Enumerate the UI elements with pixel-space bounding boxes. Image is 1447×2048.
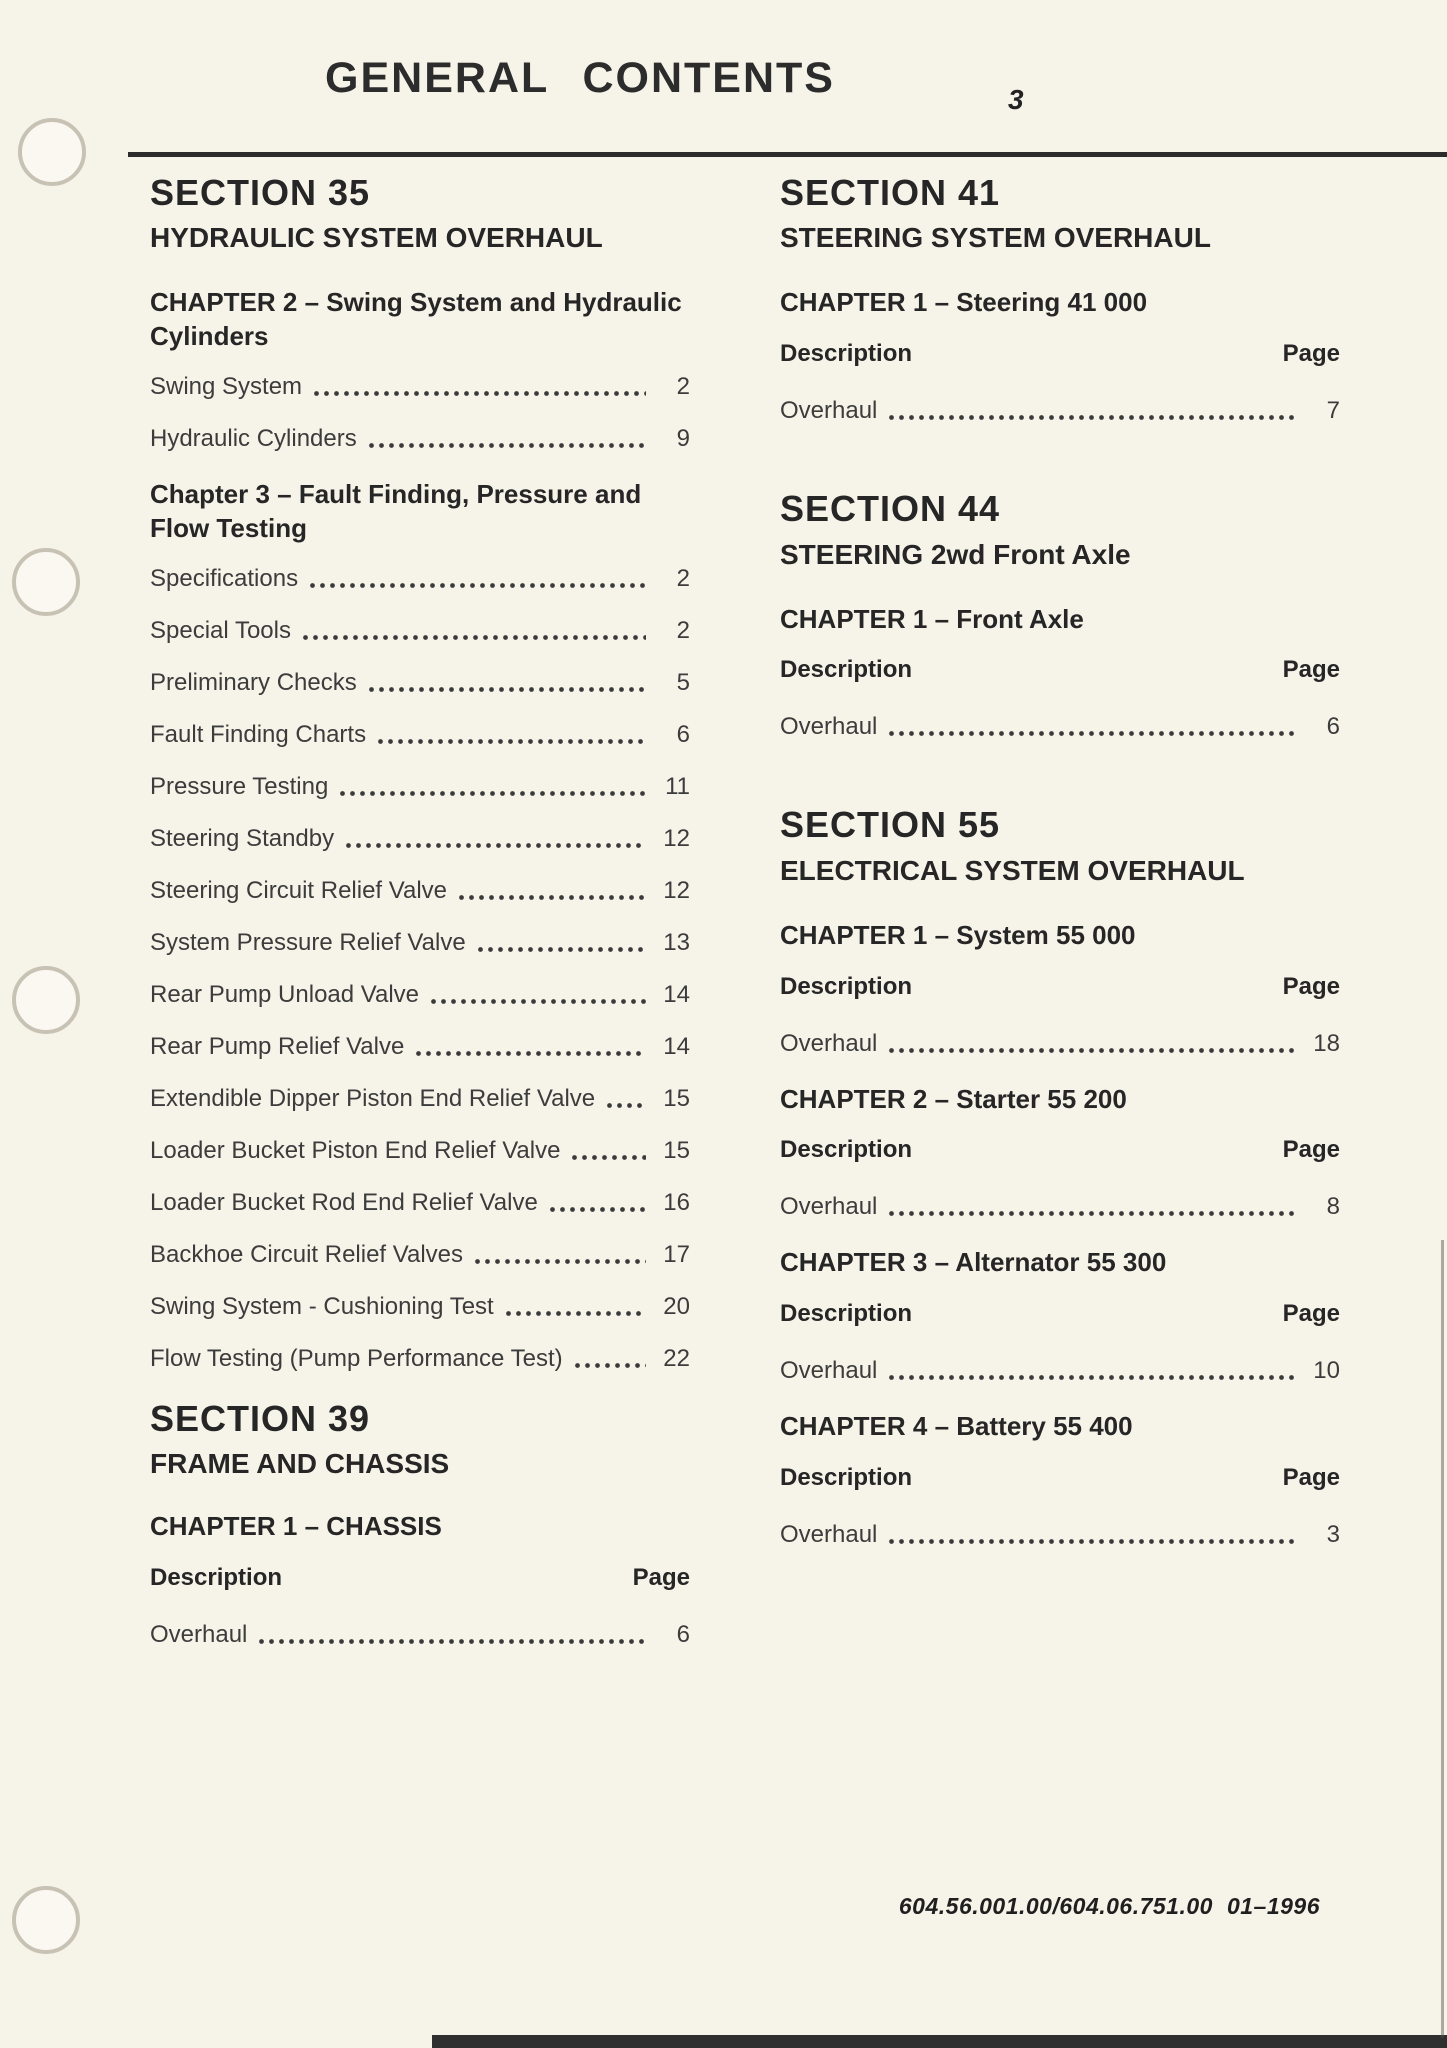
dot-leader — [369, 443, 646, 448]
column-header — [780, 340, 1340, 368]
toc-entry-label: Flow Testing (Pump Performance Test) — [150, 1344, 563, 1372]
toc-entry-label: Overhaul — [780, 397, 878, 425]
dot-leader — [459, 895, 646, 900]
description-label: Description — [780, 656, 913, 684]
toc-entry-page: 14 — [663, 1032, 690, 1060]
toc-entry-label: Steering Circuit Relief Valve — [150, 876, 448, 904]
chapter-heading: CHAPTER 1 – Steering 41 000 — [780, 287, 1148, 318]
description-label: Description — [780, 1136, 913, 1164]
chapter-heading: CHAPTER 2 – Swing System and Hydraulic Cylinders — [150, 287, 682, 352]
toc-entry — [780, 398, 1340, 424]
toc-entry-label: Backhoe Circuit Relief Valves — [150, 1240, 464, 1268]
chapter-heading: CHAPTER 3 – Alternator 55 300 — [780, 1247, 1167, 1278]
page-label: Page — [632, 1563, 690, 1591]
toc-entry-page: 3 — [1326, 1521, 1340, 1549]
dot-leader — [431, 999, 646, 1004]
toc-entry-label: Loader Bucket Piston End Relief Valve — [150, 1136, 561, 1164]
toc-entry-page: 5 — [676, 668, 690, 696]
toc-entry-label: Special Tools — [150, 616, 291, 644]
chapter-heading: CHAPTER 2 – Starter 55 200 — [780, 1083, 1127, 1114]
dot-leader — [607, 1103, 646, 1108]
toc-entry — [150, 1034, 690, 1060]
footer-reference — [899, 1893, 1320, 1920]
column-header — [780, 656, 1340, 684]
column-header — [780, 973, 1340, 1001]
footer-date: 01–1996 — [1226, 1893, 1320, 1919]
dot-leader — [550, 1207, 646, 1212]
chapter-heading: CHAPTER 1 – CHASSIS — [150, 1511, 442, 1542]
footer-code: 604.56.001.00/604.06.751.00 — [898, 1893, 1213, 1919]
description-label: Description — [150, 1563, 283, 1591]
punch-hole — [12, 548, 80, 616]
dot-leader — [889, 1539, 1296, 1544]
toc-entry-page: 15 — [663, 1136, 690, 1164]
toc-entry-page: 11 — [665, 772, 690, 800]
toc-entry — [150, 982, 690, 1008]
page-title: GENERAL CONTENTS — [325, 54, 835, 102]
page-number: 3 — [1008, 84, 1024, 115]
page-header — [0, 54, 1160, 103]
page-label: Page — [1282, 972, 1340, 1000]
toc-entry-page: 16 — [663, 1188, 690, 1216]
chapter-heading: CHAPTER 1 – System 55 000 — [780, 919, 1136, 950]
toc-entry-label: Specifications — [150, 564, 299, 592]
toc-entry-page: 17 — [663, 1240, 690, 1268]
toc-entry-page: 8 — [1326, 1193, 1340, 1221]
toc-entry — [150, 722, 690, 748]
toc-entry-page: 6 — [676, 1620, 690, 1648]
toc-entry-label: Fault Finding Charts — [150, 720, 367, 748]
toc-entry — [150, 774, 690, 800]
toc-entry-page: 2 — [676, 564, 690, 592]
description-label: Description — [780, 1464, 913, 1492]
toc-entry-label: Rear Pump Unload Valve — [150, 980, 420, 1008]
column-header — [780, 1136, 1340, 1164]
toc-entry-label: Hydraulic Cylinders — [150, 425, 357, 453]
toc-entry — [150, 1138, 690, 1164]
dot-leader — [575, 1363, 646, 1368]
toc-column-right — [780, 172, 1340, 1574]
toc-entry-label: Rear Pump Relief Valve — [150, 1032, 405, 1060]
dot-leader — [889, 415, 1296, 420]
toc-entry-page: 18 — [1313, 1029, 1340, 1057]
toc-entry-label: Pressure Testing — [150, 772, 329, 800]
section-number: SECTION 44 — [780, 488, 1001, 530]
toc-entry-label: Overhaul — [150, 1620, 248, 1648]
toc-entry-page: 13 — [663, 928, 690, 956]
toc-entry — [150, 1242, 690, 1268]
dot-leader — [889, 1048, 1296, 1053]
toc-entry-page: 15 — [663, 1084, 690, 1112]
toc-entry — [780, 1031, 1340, 1057]
section-subtitle: FRAME AND CHASSIS — [150, 1448, 450, 1479]
toc-entry-label: Steering Standby — [150, 824, 335, 852]
toc-entry-page: 22 — [663, 1344, 690, 1372]
toc-entry-label: Overhaul — [780, 1357, 878, 1385]
toc-entry — [780, 1522, 1340, 1548]
header-divider — [128, 152, 1447, 157]
toc-entry-page: 12 — [663, 876, 690, 904]
toc-entry-label: Swing System — [150, 373, 303, 401]
toc-entry — [150, 670, 690, 696]
page-label: Page — [1282, 1136, 1340, 1164]
dot-leader — [303, 635, 646, 640]
toc-entry — [150, 618, 690, 644]
column-header — [780, 1464, 1340, 1492]
section-subtitle: HYDRAULIC SYSTEM OVERHAUL — [150, 222, 603, 254]
toc-entry-label: System Pressure Relief Valve — [150, 928, 466, 956]
toc-entry — [150, 1086, 690, 1112]
dot-leader — [340, 791, 646, 796]
dot-leader — [889, 1211, 1296, 1216]
toc-entry — [780, 1358, 1340, 1384]
dot-leader — [506, 1311, 646, 1316]
page-label: Page — [1282, 1300, 1340, 1328]
toc-entry — [150, 566, 690, 592]
toc-entry — [780, 714, 1340, 740]
toc-entry-page: 12 — [663, 824, 690, 852]
toc-entry-label: Overhaul — [780, 713, 878, 741]
toc-entry-label: Swing System - Cushioning Test — [150, 1292, 494, 1320]
toc-entry-page: 6 — [676, 720, 690, 748]
section-number: SECTION 41 — [780, 172, 1001, 213]
page-label: Page — [1282, 1464, 1340, 1492]
toc-entry-page: 2 — [676, 616, 690, 644]
toc-entry — [150, 1346, 690, 1372]
punch-hole — [12, 1886, 80, 1954]
section-number: SECTION 55 — [780, 804, 1001, 846]
section-number: SECTION 39 — [150, 1397, 371, 1439]
description-label: Description — [780, 340, 913, 368]
section-subtitle: ELECTRICAL SYSTEM OVERHAUL — [780, 854, 1245, 886]
dot-leader — [310, 583, 646, 588]
toc-entry-label: Extendible Dipper Piston End Relief Valve — [150, 1084, 596, 1112]
punch-hole — [12, 966, 80, 1034]
punch-hole — [18, 118, 86, 186]
toc-entry-label: Preliminary Checks — [150, 668, 357, 696]
toc-entry-label: Overhaul — [780, 1521, 878, 1549]
toc-entry-label: Overhaul — [780, 1029, 878, 1057]
toc-entry-page: 2 — [676, 373, 690, 401]
chapter-heading: CHAPTER 1 – Front Axle — [780, 603, 1084, 634]
toc-entry — [150, 426, 690, 452]
page-label: Page — [1282, 340, 1340, 368]
toc-entry — [150, 878, 690, 904]
dot-leader — [378, 739, 646, 744]
section-number: SECTION 35 — [150, 172, 371, 213]
toc-entry — [780, 1194, 1340, 1220]
page-label: Page — [1282, 656, 1340, 684]
description-label: Description — [780, 972, 913, 1000]
bottom-scan-bar — [432, 2035, 1447, 2048]
dot-leader — [314, 391, 646, 396]
toc-entry — [150, 374, 690, 400]
toc-entry — [150, 1294, 690, 1320]
description-label: Description — [780, 1300, 913, 1328]
section-subtitle: STEERING SYSTEM OVERHAUL — [780, 222, 1211, 254]
toc-entry-page: 20 — [663, 1292, 690, 1320]
dot-leader — [259, 1639, 646, 1644]
toc-entry-page: 9 — [676, 425, 690, 453]
dot-leader — [889, 731, 1296, 736]
toc-entry — [150, 1190, 690, 1216]
dot-leader — [416, 1051, 646, 1056]
chapter-heading: Chapter 3 – Fault Finding, Pressure and Flow Testing — [150, 479, 642, 543]
dot-leader — [889, 1375, 1296, 1380]
toc-entry-label: Loader Bucket Rod End Relief Valve — [150, 1188, 538, 1216]
column-header — [150, 1564, 690, 1592]
column-header — [780, 1300, 1340, 1328]
page-edge-shadow — [1441, 1240, 1444, 2038]
dot-leader — [475, 1259, 646, 1264]
toc-entry-page: 10 — [1313, 1357, 1340, 1385]
toc-entry — [150, 1622, 690, 1648]
section-subtitle: STEERING 2wd Front Axle — [780, 538, 1131, 570]
toc-entry-page: 14 — [663, 980, 690, 1008]
toc-entry — [150, 826, 690, 852]
dot-leader — [572, 1155, 646, 1160]
dot-leader — [478, 947, 646, 952]
toc-entry — [150, 930, 690, 956]
dot-leader — [346, 843, 646, 848]
toc-entry-page: 7 — [1326, 397, 1340, 425]
toc-entry-label: Overhaul — [780, 1193, 878, 1221]
chapter-heading: CHAPTER 4 – Battery 55 400 — [780, 1411, 1133, 1442]
toc-entry-page: 6 — [1326, 713, 1340, 741]
toc-column-left — [150, 172, 690, 1674]
dot-leader — [369, 687, 646, 692]
